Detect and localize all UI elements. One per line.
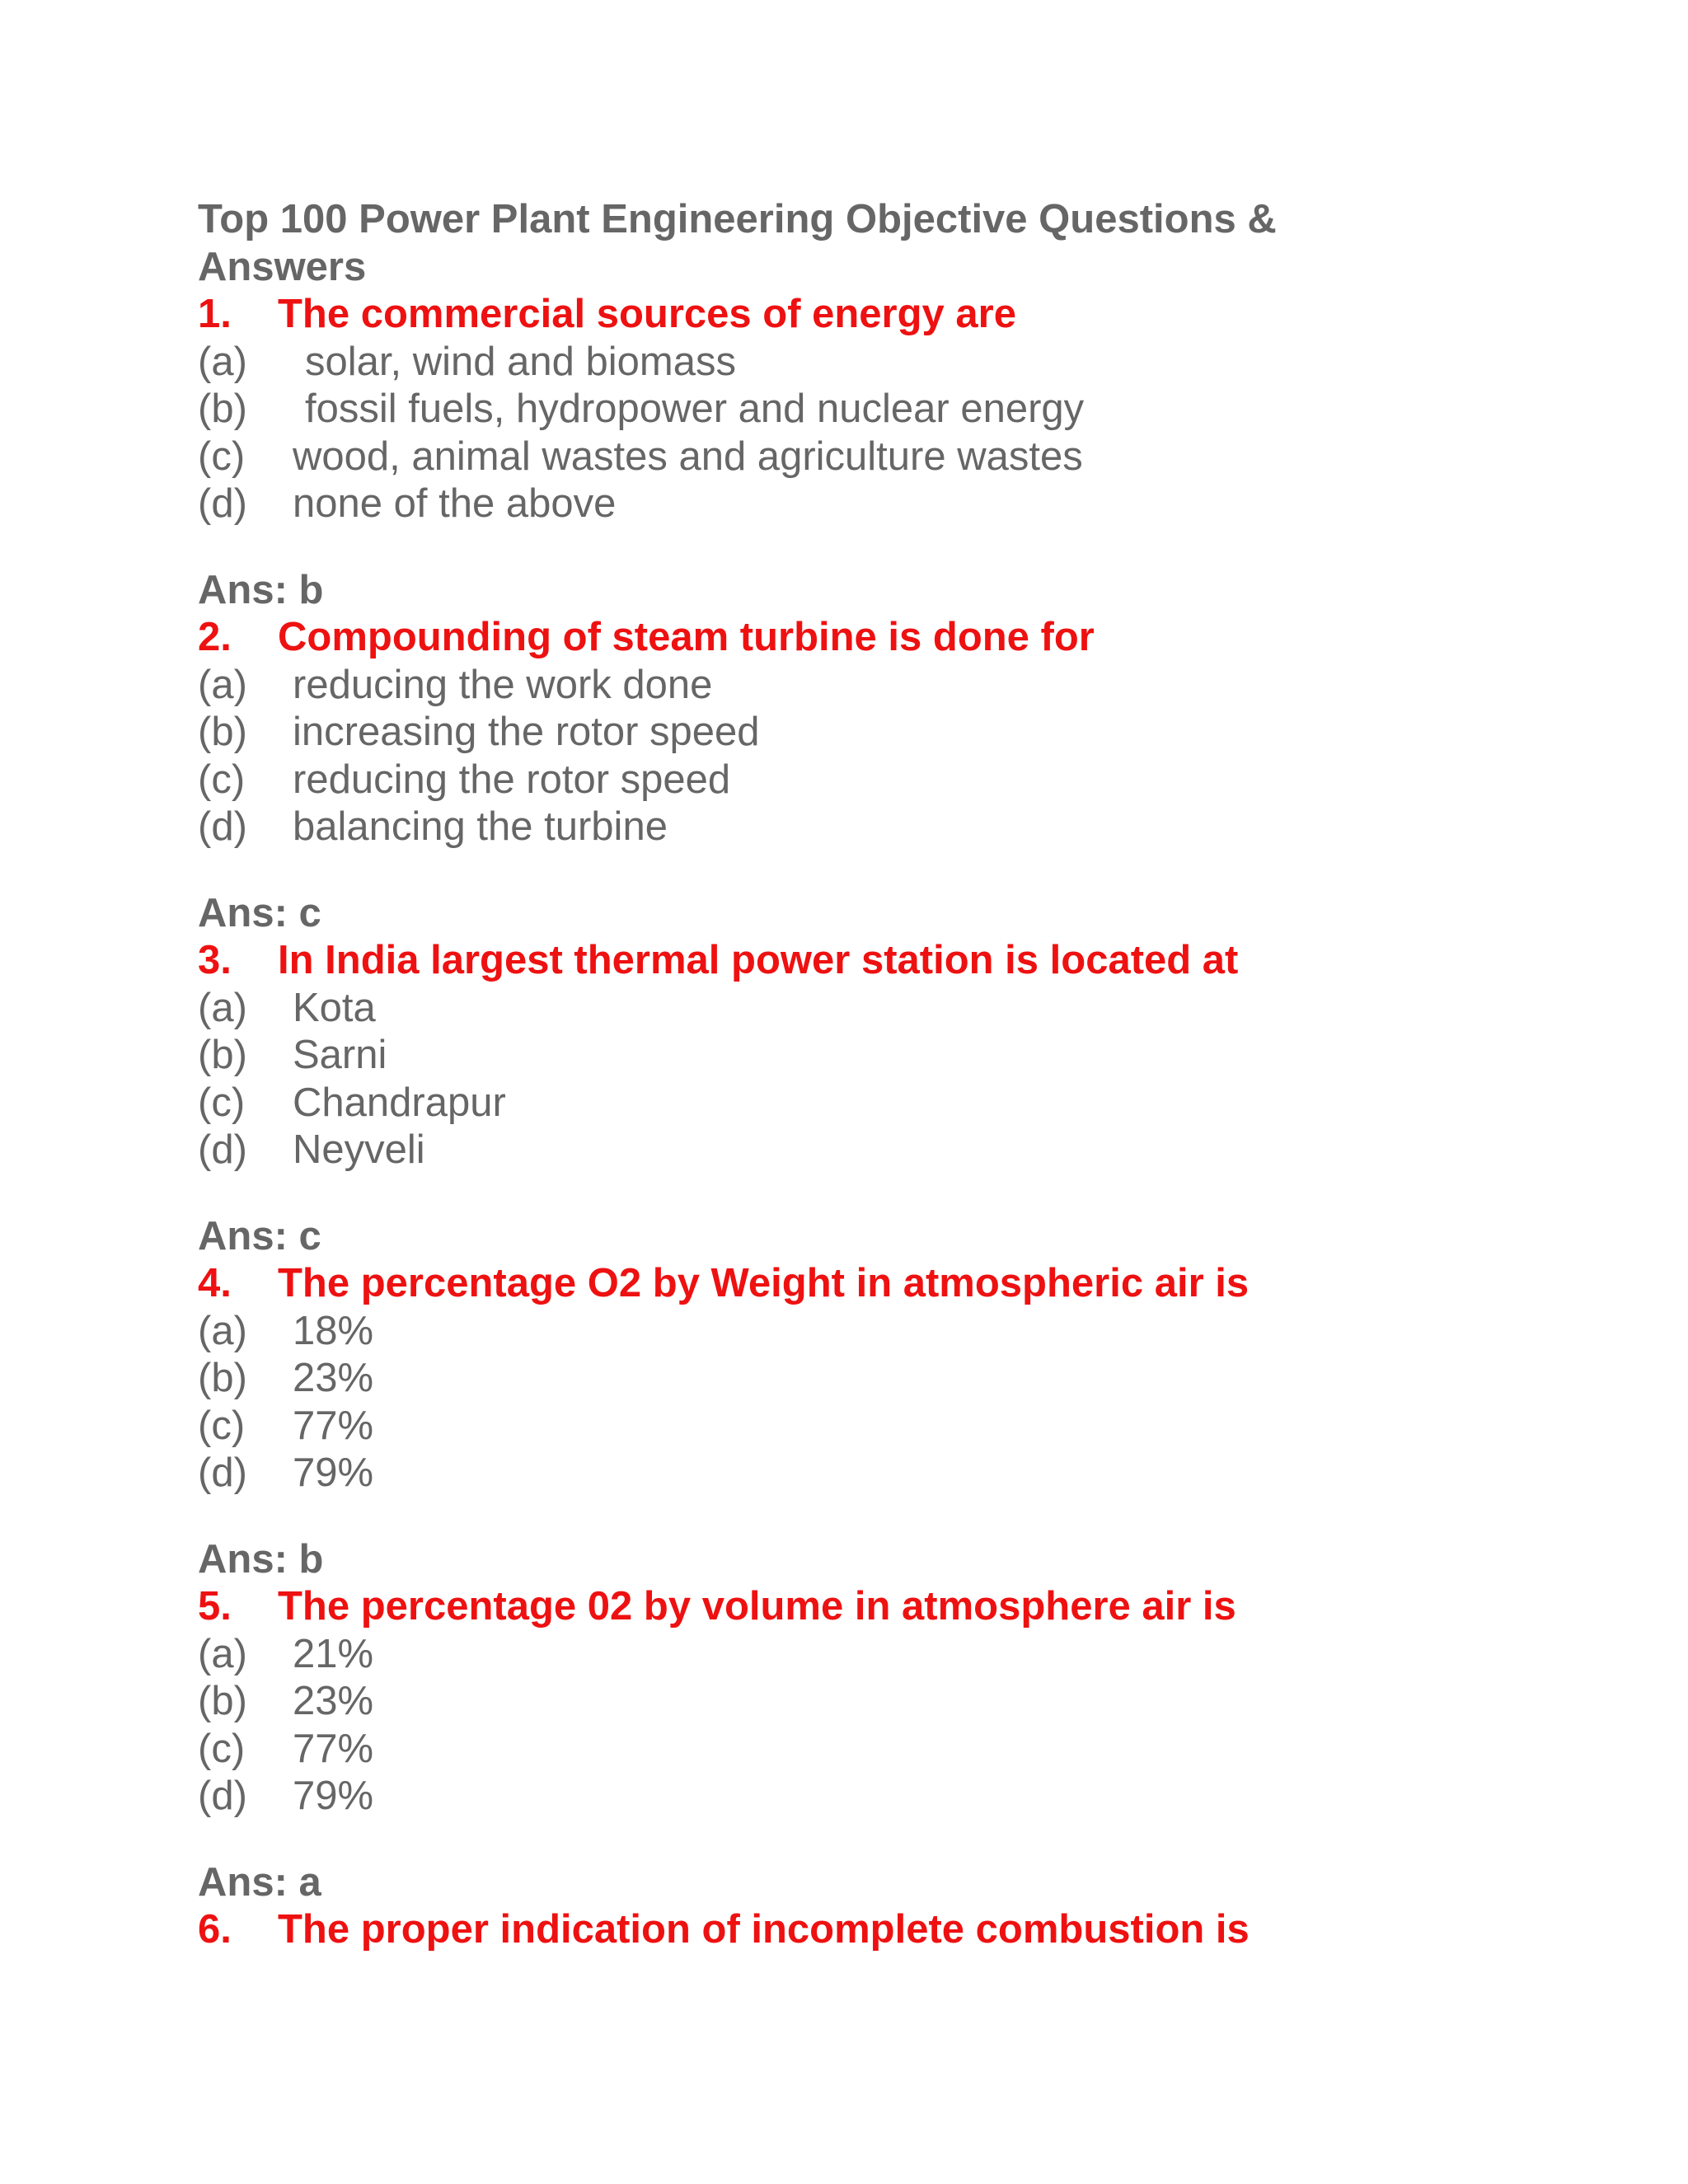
answer-line: Ans: c <box>198 890 321 935</box>
option-a <box>198 662 1615 710</box>
question-line <box>198 1906 1615 1954</box>
question-number: 4. <box>198 1261 232 1305</box>
option-label: (b) <box>198 387 247 431</box>
option-text: 79% <box>293 1774 374 1818</box>
question-number: 3. <box>198 938 232 982</box>
option-text: wood, animal wastes and agriculture wastes <box>293 434 1083 479</box>
option-text: none of the above <box>293 481 617 526</box>
option-label: (b) <box>198 1033 247 1077</box>
option-label: (c) <box>198 1403 246 1448</box>
question-number: 6. <box>198 1907 232 1952</box>
question-6 <box>198 1906 1615 1954</box>
option-label: (c) <box>198 1080 246 1125</box>
option-label: (d) <box>198 1451 247 1495</box>
question-3 <box>198 937 1615 1260</box>
answer-line: Ans: b <box>198 567 324 612</box>
option-d <box>198 1450 1615 1497</box>
option-b <box>198 386 1615 434</box>
option-d <box>198 804 1615 851</box>
option-a <box>198 1631 1615 1679</box>
option-text: 77% <box>293 1726 374 1771</box>
option-label: (c) <box>198 434 246 479</box>
document-page <box>198 195 1615 1954</box>
question-line <box>198 614 1615 662</box>
option-b <box>198 1355 1615 1403</box>
question-text: The commercial sources of energy are <box>278 292 1016 336</box>
option-text: increasing the rotor speed <box>293 710 760 754</box>
option-text: 21% <box>293 1631 374 1676</box>
question-line <box>198 1260 1615 1308</box>
spacer <box>198 1174 1615 1213</box>
option-text: fossil fuels, hydropower and nuclear energy <box>305 387 1085 431</box>
spacer <box>198 1821 1615 1859</box>
option-b <box>198 1032 1615 1080</box>
option-c <box>198 757 1615 804</box>
option-text: 77% <box>293 1403 374 1448</box>
option-label: (c) <box>198 1726 246 1771</box>
option-d <box>198 480 1615 528</box>
option-d <box>198 1127 1615 1174</box>
question-5 <box>198 1583 1615 1906</box>
answer-line: Ans: c <box>198 1213 321 1258</box>
question-number: 5. <box>198 1584 232 1629</box>
option-label: (d) <box>198 804 247 849</box>
option-label: (d) <box>198 481 247 526</box>
option-text: Sarni <box>293 1033 387 1077</box>
option-text: 23% <box>293 1679 374 1723</box>
question-line <box>198 937 1615 985</box>
option-text: Neyveli <box>293 1127 425 1172</box>
spacer <box>198 528 1615 567</box>
option-b <box>198 709 1615 757</box>
option-label: (d) <box>198 1774 247 1818</box>
option-c <box>198 1403 1615 1451</box>
option-text: Chandrapur <box>293 1080 506 1125</box>
question-text: The proper indication of incomplete combustion is <box>278 1907 1250 1952</box>
option-label: (a) <box>198 985 247 1030</box>
question-number: 1. <box>198 292 232 336</box>
question-number: 2. <box>198 615 232 659</box>
option-label: (a) <box>198 339 247 384</box>
question-text: The percentage 02 by volume in atmosphere air is <box>278 1584 1236 1629</box>
option-label: (d) <box>198 1127 247 1172</box>
option-label: (b) <box>198 1679 247 1723</box>
option-label: (b) <box>198 710 247 754</box>
option-text: 23% <box>293 1356 374 1400</box>
option-text: reducing the rotor speed <box>293 757 731 802</box>
document-title: Top 100 Power Plant Engineering Objective Questions & Answers <box>198 197 1277 289</box>
option-c <box>198 1080 1615 1127</box>
option-label: (a) <box>198 1631 247 1676</box>
option-label: (c) <box>198 757 246 802</box>
question-2 <box>198 614 1615 937</box>
option-label: (a) <box>198 1308 247 1353</box>
answer-line: Ans: b <box>198 1536 324 1582</box>
option-a <box>198 339 1615 387</box>
option-a <box>198 985 1615 1033</box>
question-text: The percentage O2 by Weight in atmospheric air is <box>278 1261 1250 1305</box>
option-label: (a) <box>198 662 247 707</box>
option-text: 79% <box>293 1451 374 1495</box>
option-text: balancing the turbine <box>293 804 668 849</box>
spacer <box>198 1497 1615 1536</box>
option-text: Kota <box>293 985 376 1030</box>
question-line <box>198 291 1615 339</box>
question-4 <box>198 1260 1615 1583</box>
question-line <box>198 1583 1615 1631</box>
answer-line: Ans: a <box>198 1859 321 1905</box>
question-text: Compounding of steam turbine is done for <box>278 615 1095 659</box>
option-c <box>198 434 1615 481</box>
option-d <box>198 1773 1615 1821</box>
option-a <box>198 1308 1615 1356</box>
option-text: reducing the work done <box>293 662 713 707</box>
question-1 <box>198 291 1615 614</box>
option-text: solar, wind and biomass <box>305 339 736 384</box>
option-label: (b) <box>198 1356 247 1400</box>
option-c <box>198 1726 1615 1774</box>
option-text: 18% <box>293 1308 374 1353</box>
spacer <box>198 851 1615 890</box>
question-text: In India largest thermal power station is located at <box>278 938 1239 982</box>
option-b <box>198 1678 1615 1726</box>
